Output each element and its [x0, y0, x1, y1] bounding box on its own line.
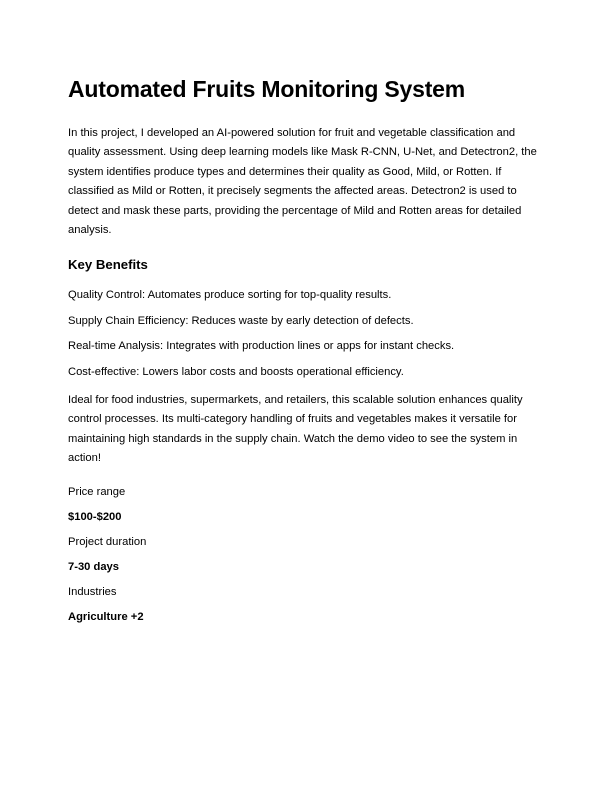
- closing-paragraph: Ideal for food industries, supermarkets, and retailers, this scalable solution enhances quality control processes. Its multi-category handling of fruits and vegetables makes it versatile for maintaining high standards in the supply chain. Watch the demo video to see the system in action!: [68, 393, 523, 465]
- key-benefits-heading: Key Benefits: [68, 257, 148, 273]
- list-item: Cost-effective: Lowers labor costs and boosts operational efficiency.: [68, 365, 404, 378]
- key-benefits-list: [68, 287, 545, 380]
- intro-paragraph: In this project, I developed an AI-powered solution for fruit and vegetable classification and quality assessment. Using deep learning models like Mask R-CNN, U-Net, and Detectron2, the system identifies produce types and determines their quality as Good, Mild, or Rotten. If classified as Mild or Rotten, it precisely segments the affected areas. Detectron2 is used to detect and mask these parts, providing the percentage of Mild and Rotten areas for detailed analysis.: [68, 127, 537, 237]
- project-duration-label: Project duration: [68, 535, 147, 548]
- list-item: Real-time Analysis: Integrates with production lines or apps for instant checks.: [68, 340, 455, 353]
- project-metadata: [68, 484, 545, 625]
- industries-label: Industries: [68, 585, 117, 598]
- price-range-label: Price range: [68, 485, 126, 498]
- project-duration-value: 7-30 days: [68, 560, 119, 573]
- page-title: Automated Fruits Monitoring System: [68, 76, 465, 102]
- industries-value: Agriculture +2: [68, 610, 144, 623]
- list-item: Supply Chain Efficiency: Reduces waste by early detection of defects.: [68, 314, 414, 327]
- list-item: Quality Control: Automates produce sorting for top-quality results.: [68, 289, 392, 302]
- price-range-value: $100-$200: [68, 510, 122, 523]
